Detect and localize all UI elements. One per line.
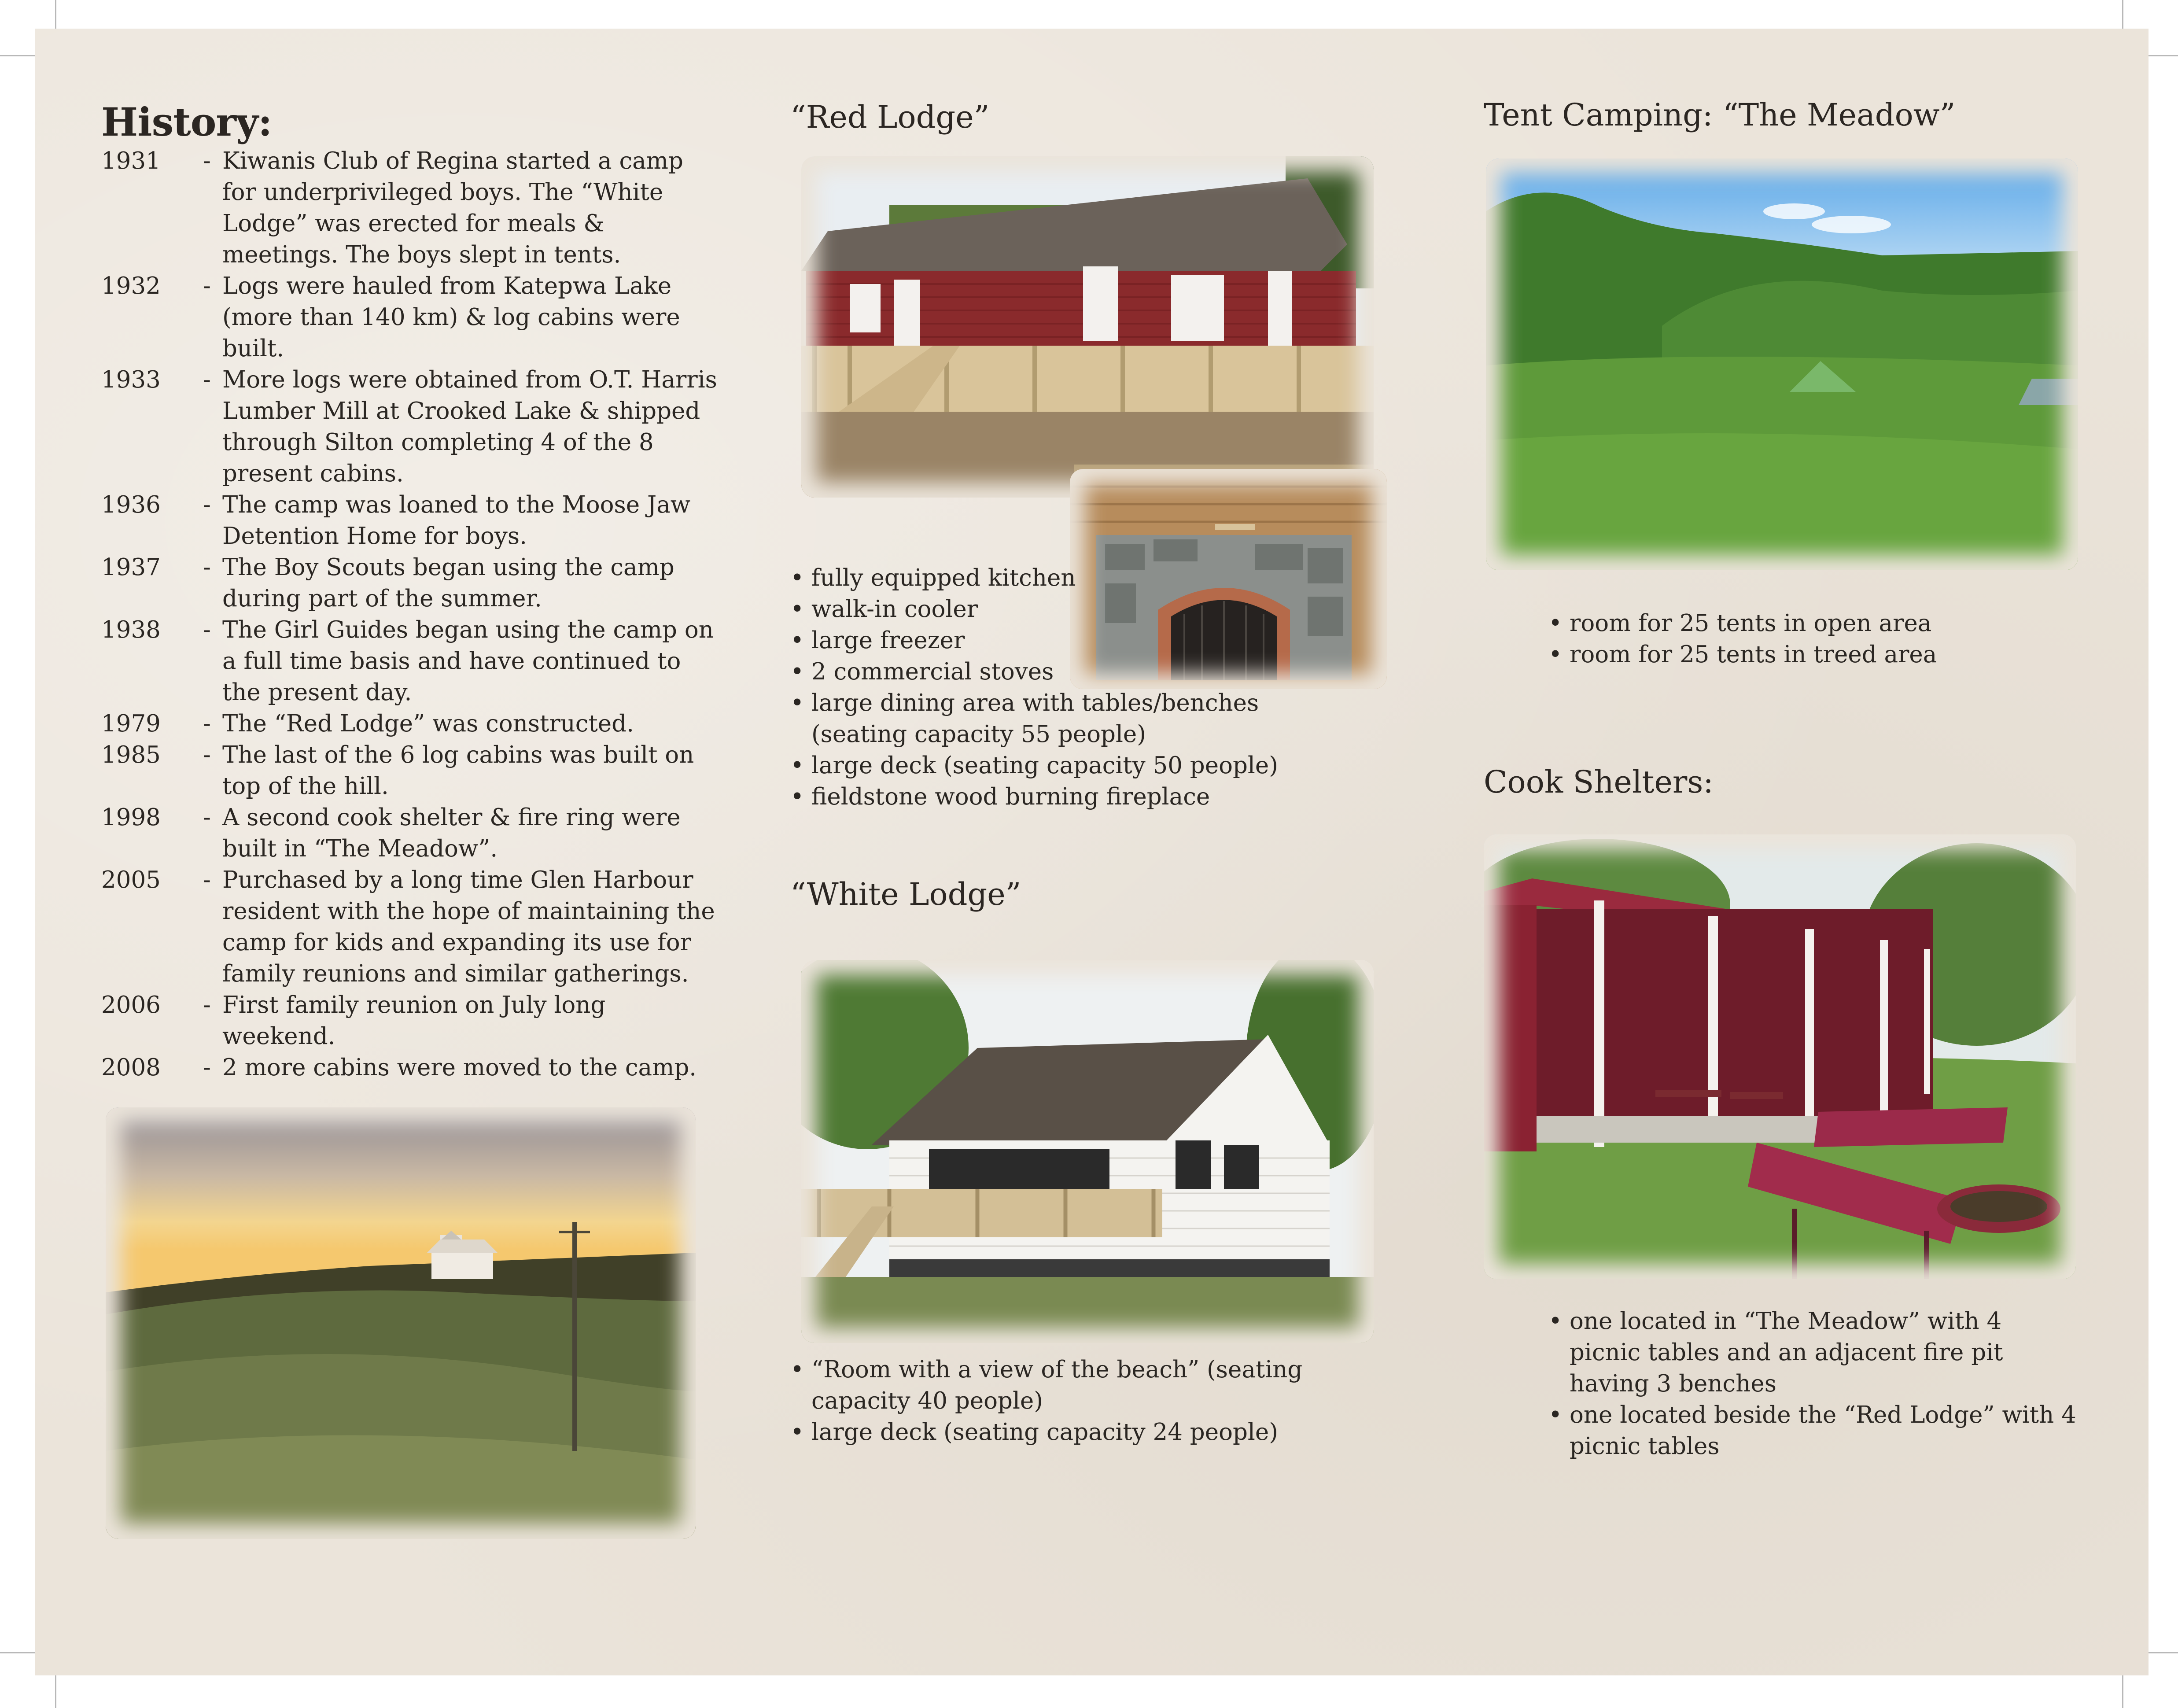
white-lodge-title: “White Lodge”: [790, 876, 1021, 912]
history-text: The last of the 6 log cabins was built on top of the hill.: [222, 741, 694, 800]
history-row: [101, 864, 718, 989]
history-text: The “Red Lodge” was constructed.: [222, 710, 634, 737]
history-dash: -: [203, 710, 211, 737]
history-row: [101, 739, 718, 802]
history-dash: -: [203, 273, 211, 299]
feature-item: • 2 commercial stoves: [790, 656, 1319, 687]
tent-camping-title: Tent Camping: “The Meadow”: [1484, 97, 1956, 133]
history-year: 1998: [101, 804, 161, 831]
feature-item: • room for 25 tents in treed area: [1548, 639, 2077, 670]
history-text: A second cook shelter & fire ring were built in “The Meadow”.: [222, 804, 681, 862]
white-lodge-image: [801, 960, 1374, 1343]
history-row: [101, 1052, 718, 1083]
feature-item: • “Room with a view of the beach” (seating capacity 40 people): [790, 1354, 1389, 1417]
red-lodge-title: “Red Lodge”: [790, 99, 990, 135]
feature-item: • fieldstone wood burning fireplace: [790, 781, 1319, 812]
history-dash: -: [203, 491, 211, 518]
history-title: History:: [101, 99, 272, 145]
history-text: First family reunion on July long weekend.: [222, 992, 606, 1050]
history-dash: -: [203, 366, 211, 393]
sunset-landscape-image: [106, 1107, 696, 1539]
history-row: [101, 270, 718, 364]
history-dash: -: [203, 804, 211, 831]
history-dash: -: [203, 992, 211, 1018]
history-dash: -: [203, 867, 211, 893]
history-row: [101, 989, 718, 1052]
history-text: The Girl Guides began using the camp on a full time basis and have continued to the present day.: [222, 616, 714, 706]
feature-item: • walk-in cooler: [790, 594, 1319, 625]
history-dash: -: [203, 741, 211, 768]
feature-item: • large deck (seating capacity 50 people): [790, 750, 1319, 781]
red-lodge-image: [801, 156, 1374, 498]
history-text: More logs were obtained from O.T. Harris Lumber Mill at Crooked Lake & shipped through Silton completing 4 of the 8 present cabins.: [222, 366, 717, 487]
history-text: The camp was loaned to the Moose Jaw Detention Home for boys.: [222, 491, 691, 550]
history-row: [101, 708, 718, 739]
history-row: [101, 614, 718, 708]
history-row: [101, 802, 718, 864]
history-row: [101, 552, 718, 614]
history-text: Kiwanis Club of Regina started a camp for underprivileged boys. The “White Lodge” was erected for meals & meetings. The boys slept in tents.: [222, 148, 683, 268]
sunset-photo: [106, 1107, 696, 1539]
feature-item: • one located in “The Meadow” with 4 picnic tables and an adjacent fire pit having 3 benches: [1548, 1306, 2077, 1399]
history-year: 1936: [101, 491, 161, 518]
cook-shelter-image: [1484, 834, 2076, 1279]
history-dash: -: [203, 148, 211, 174]
crop-mark: [2122, 1675, 2123, 1708]
crop-mark: [0, 1652, 35, 1653]
history-year: 1979: [101, 710, 161, 737]
meadow-image: [1486, 159, 2078, 570]
history-text: 2 more cabins were moved to the camp.: [222, 1054, 697, 1081]
crop-mark: [0, 55, 35, 56]
feature-item: • fully equipped kitchen: [790, 562, 1319, 594]
feature-item: • large freezer: [790, 625, 1319, 656]
feature-item: • large dining area with tables/benches (seating capacity 55 people): [790, 687, 1319, 750]
history-row: [101, 489, 718, 552]
history-text: Purchased by a long time Glen Harbour resident with the hope of maintaining the camp for kids and expanding its use for family reunions and similar gatherings.: [222, 867, 715, 987]
feature-item: • one located beside the “Red Lodge” with 4 picnic tables: [1548, 1399, 2077, 1462]
history-year: 1938: [101, 616, 161, 643]
history-year: 1932: [101, 273, 161, 299]
crop-mark: [55, 0, 56, 29]
meadow-photo: [1486, 159, 2078, 570]
cook-shelters-title: Cook Shelters:: [1484, 764, 1714, 800]
history-year: 1931: [101, 148, 161, 174]
red-lodge-photo: [801, 156, 1374, 498]
history-row: [101, 145, 718, 270]
white-lodge-photo: [801, 960, 1374, 1343]
history-year: 2005: [101, 867, 161, 893]
history-dash: -: [203, 554, 211, 581]
history-text: Logs were hauled from Katepwa Lake (more than 140 km) & log cabins were built.: [222, 273, 680, 362]
history-year: 1937: [101, 554, 161, 581]
history-dash: -: [203, 616, 211, 643]
history-text: The Boy Scouts began using the camp during part of the summer.: [222, 554, 674, 612]
history-year: 1985: [101, 741, 161, 768]
history-dash: -: [203, 1054, 211, 1081]
feature-item: • room for 25 tents in open area: [1548, 608, 2077, 639]
history-year: 1933: [101, 366, 161, 393]
feature-item: • large deck (seating capacity 24 people): [790, 1417, 1389, 1448]
history-timeline: [101, 145, 718, 1083]
history-year: 2006: [101, 992, 161, 1018]
history-year: 2008: [101, 1054, 161, 1081]
history-row: [101, 364, 718, 489]
cook-shelters-features: [1548, 1306, 2077, 1462]
crop-mark: [2149, 1652, 2178, 1653]
crop-mark: [2122, 0, 2123, 29]
tent-camping-features: [1548, 608, 2077, 670]
red-lodge-features: [790, 562, 1319, 812]
crop-mark: [55, 1675, 56, 1708]
cook-shelter-photo: [1484, 834, 2076, 1279]
crop-mark: [2149, 55, 2178, 56]
white-lodge-features: [790, 1354, 1389, 1448]
